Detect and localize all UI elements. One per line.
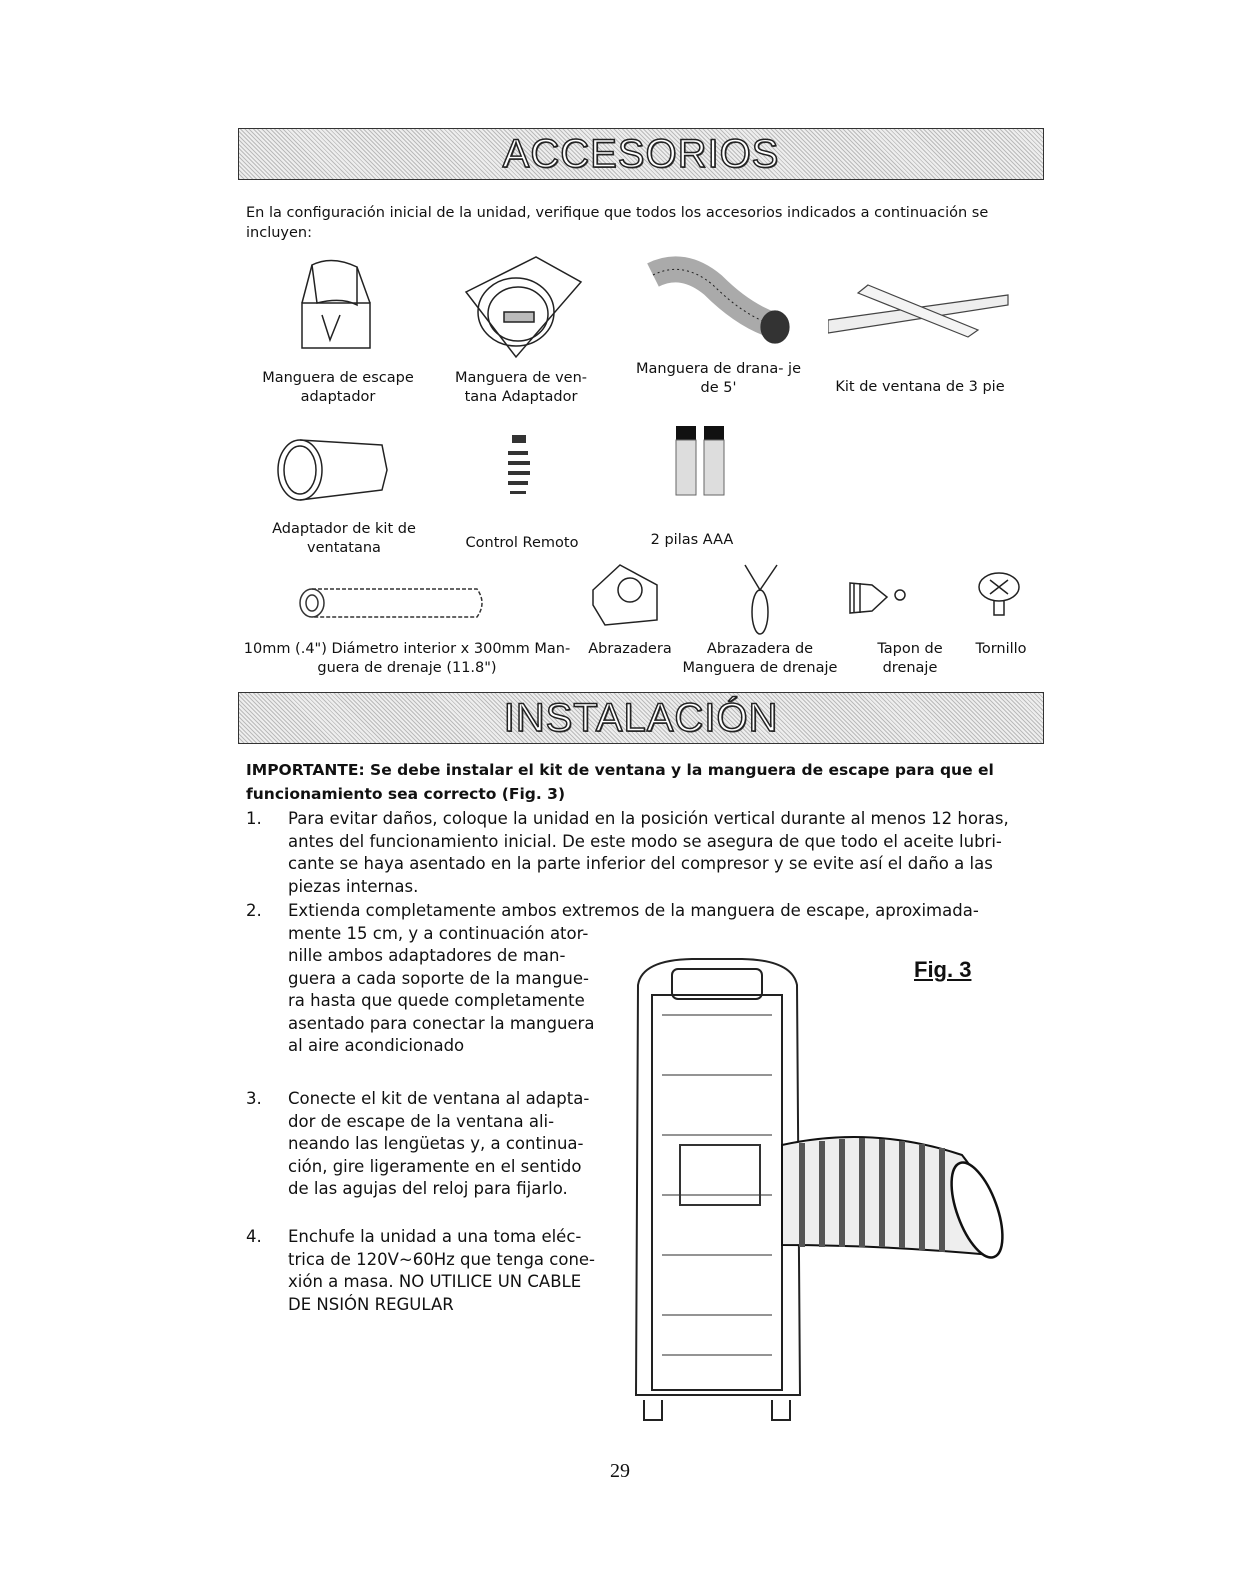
step-line: Enchufe la unidad a una toma eléc- xyxy=(288,1227,582,1246)
short-drain-hose-icon xyxy=(292,583,492,623)
step-line: asentado para conectar la manguera xyxy=(288,1013,595,1033)
step-line: trica de 120V~60Hz que tenga cone- xyxy=(288,1249,596,1269)
step-3 xyxy=(246,1088,626,1208)
caption-window-kit-adapter: Adaptador de kit de ventatana xyxy=(272,521,416,556)
step-line: al aire acondicionado xyxy=(288,1036,465,1055)
step-line: mente 15 cm, y a continuación ator- xyxy=(288,923,589,943)
step-line: piezas internas. xyxy=(288,876,419,896)
accessories-title: ACCESORIOS xyxy=(502,131,780,176)
step-1 xyxy=(246,808,1046,898)
step-line: ción, gire ligeramente en el sentido xyxy=(288,1156,582,1176)
installation-title: INSTALACIÓN xyxy=(503,695,779,740)
step-line: guera a cada soporte de la mangue- xyxy=(288,968,589,988)
step-line: Extienda completamente ambos extremos de la manguera de escape, aproximada- xyxy=(288,901,979,920)
accessories-intro: En la configuración inicial de la unidad, verifique que todos los accesorios indicados a continuación se incluyen: xyxy=(246,205,989,241)
hose-clamp-icon xyxy=(735,560,785,640)
caption-short-drain-hose: 10mm (.4") Diámetro interior x 300mm Man- guera de drenaje (11.8") xyxy=(243,641,571,676)
step-line: de las agujas del reloj para fijarlo. xyxy=(288,1179,568,1198)
step-line: neando las lengüetas y, a continua- xyxy=(288,1134,584,1153)
caption-remote-control: Control Remoto xyxy=(465,535,579,551)
window-kit-icon xyxy=(828,275,1013,345)
drain-plug-icon xyxy=(842,575,917,620)
figure-label: Fig. 3 xyxy=(914,957,972,982)
step-line: Para evitar daños, coloque la unidad en la posición vertical durante al menos 12 horas, xyxy=(288,809,1009,828)
step-line: ra hasta que quede completamente xyxy=(288,991,585,1010)
caption-drain-plug: Tapon de drenaje xyxy=(877,641,943,676)
window-kit-adapter-icon xyxy=(272,430,402,510)
caption-screw: Tornillo xyxy=(975,641,1027,657)
caption-drain-hose: Manguera de drana- je de 5' xyxy=(636,361,802,396)
step-4 xyxy=(246,1226,626,1326)
caption-exhaust-adapter: Manguera de escape adaptador xyxy=(262,370,414,405)
step-line: cante se haya asentado en la parte inferior del compresor y se evite así el daño a las xyxy=(288,854,993,873)
step-line: DE NSIÓN REGULAR xyxy=(288,1294,454,1314)
remote-control-icon xyxy=(500,425,545,520)
drain-hose-icon xyxy=(643,255,793,350)
step-line: antes del funcionamiento inicial. De este modo se asegura de que todo el aceite lubri- xyxy=(288,831,1002,851)
caption-window-adapter: Manguera de ven- tana Adaptador xyxy=(454,370,587,405)
exhaust-adapter-icon xyxy=(282,255,382,355)
step-line: nille ambos adaptadores de man- xyxy=(288,946,566,965)
important-note: IMPORTANTE: Se debe instalar el kit de ventana y la manguera de escape para que el funcionamiento sea correcto (Fig. 3) xyxy=(246,761,994,803)
clamp-icon xyxy=(585,560,665,630)
accessories-banner xyxy=(238,128,1044,180)
step-number: 2. xyxy=(246,901,262,920)
window-adapter-icon xyxy=(456,252,586,362)
caption-clamp: Abrazadera xyxy=(588,641,672,657)
caption-hose-clamp: Abrazadera de Manguera de drenaje xyxy=(682,641,838,676)
caption-window-kit: Kit de ventana de 3 pie xyxy=(835,379,1005,395)
step-number: 1. xyxy=(246,809,262,828)
step-number: 3. xyxy=(246,1089,262,1108)
installation-banner xyxy=(238,692,1044,744)
step-number: 4. xyxy=(246,1227,262,1246)
step-line: Conecte el kit de ventana al adapta- xyxy=(288,1089,590,1108)
air-conditioner-figure-icon xyxy=(632,955,1022,1425)
screw-icon xyxy=(972,567,1027,622)
page-number: 29 xyxy=(610,1460,630,1482)
step-line: dor de escape de la ventana ali- xyxy=(288,1111,555,1131)
caption-batteries: 2 pilas AAA xyxy=(650,532,734,548)
step-line: xión a masa. NO UTILICE UN CABLE xyxy=(288,1272,582,1291)
batteries-icon xyxy=(672,422,732,502)
